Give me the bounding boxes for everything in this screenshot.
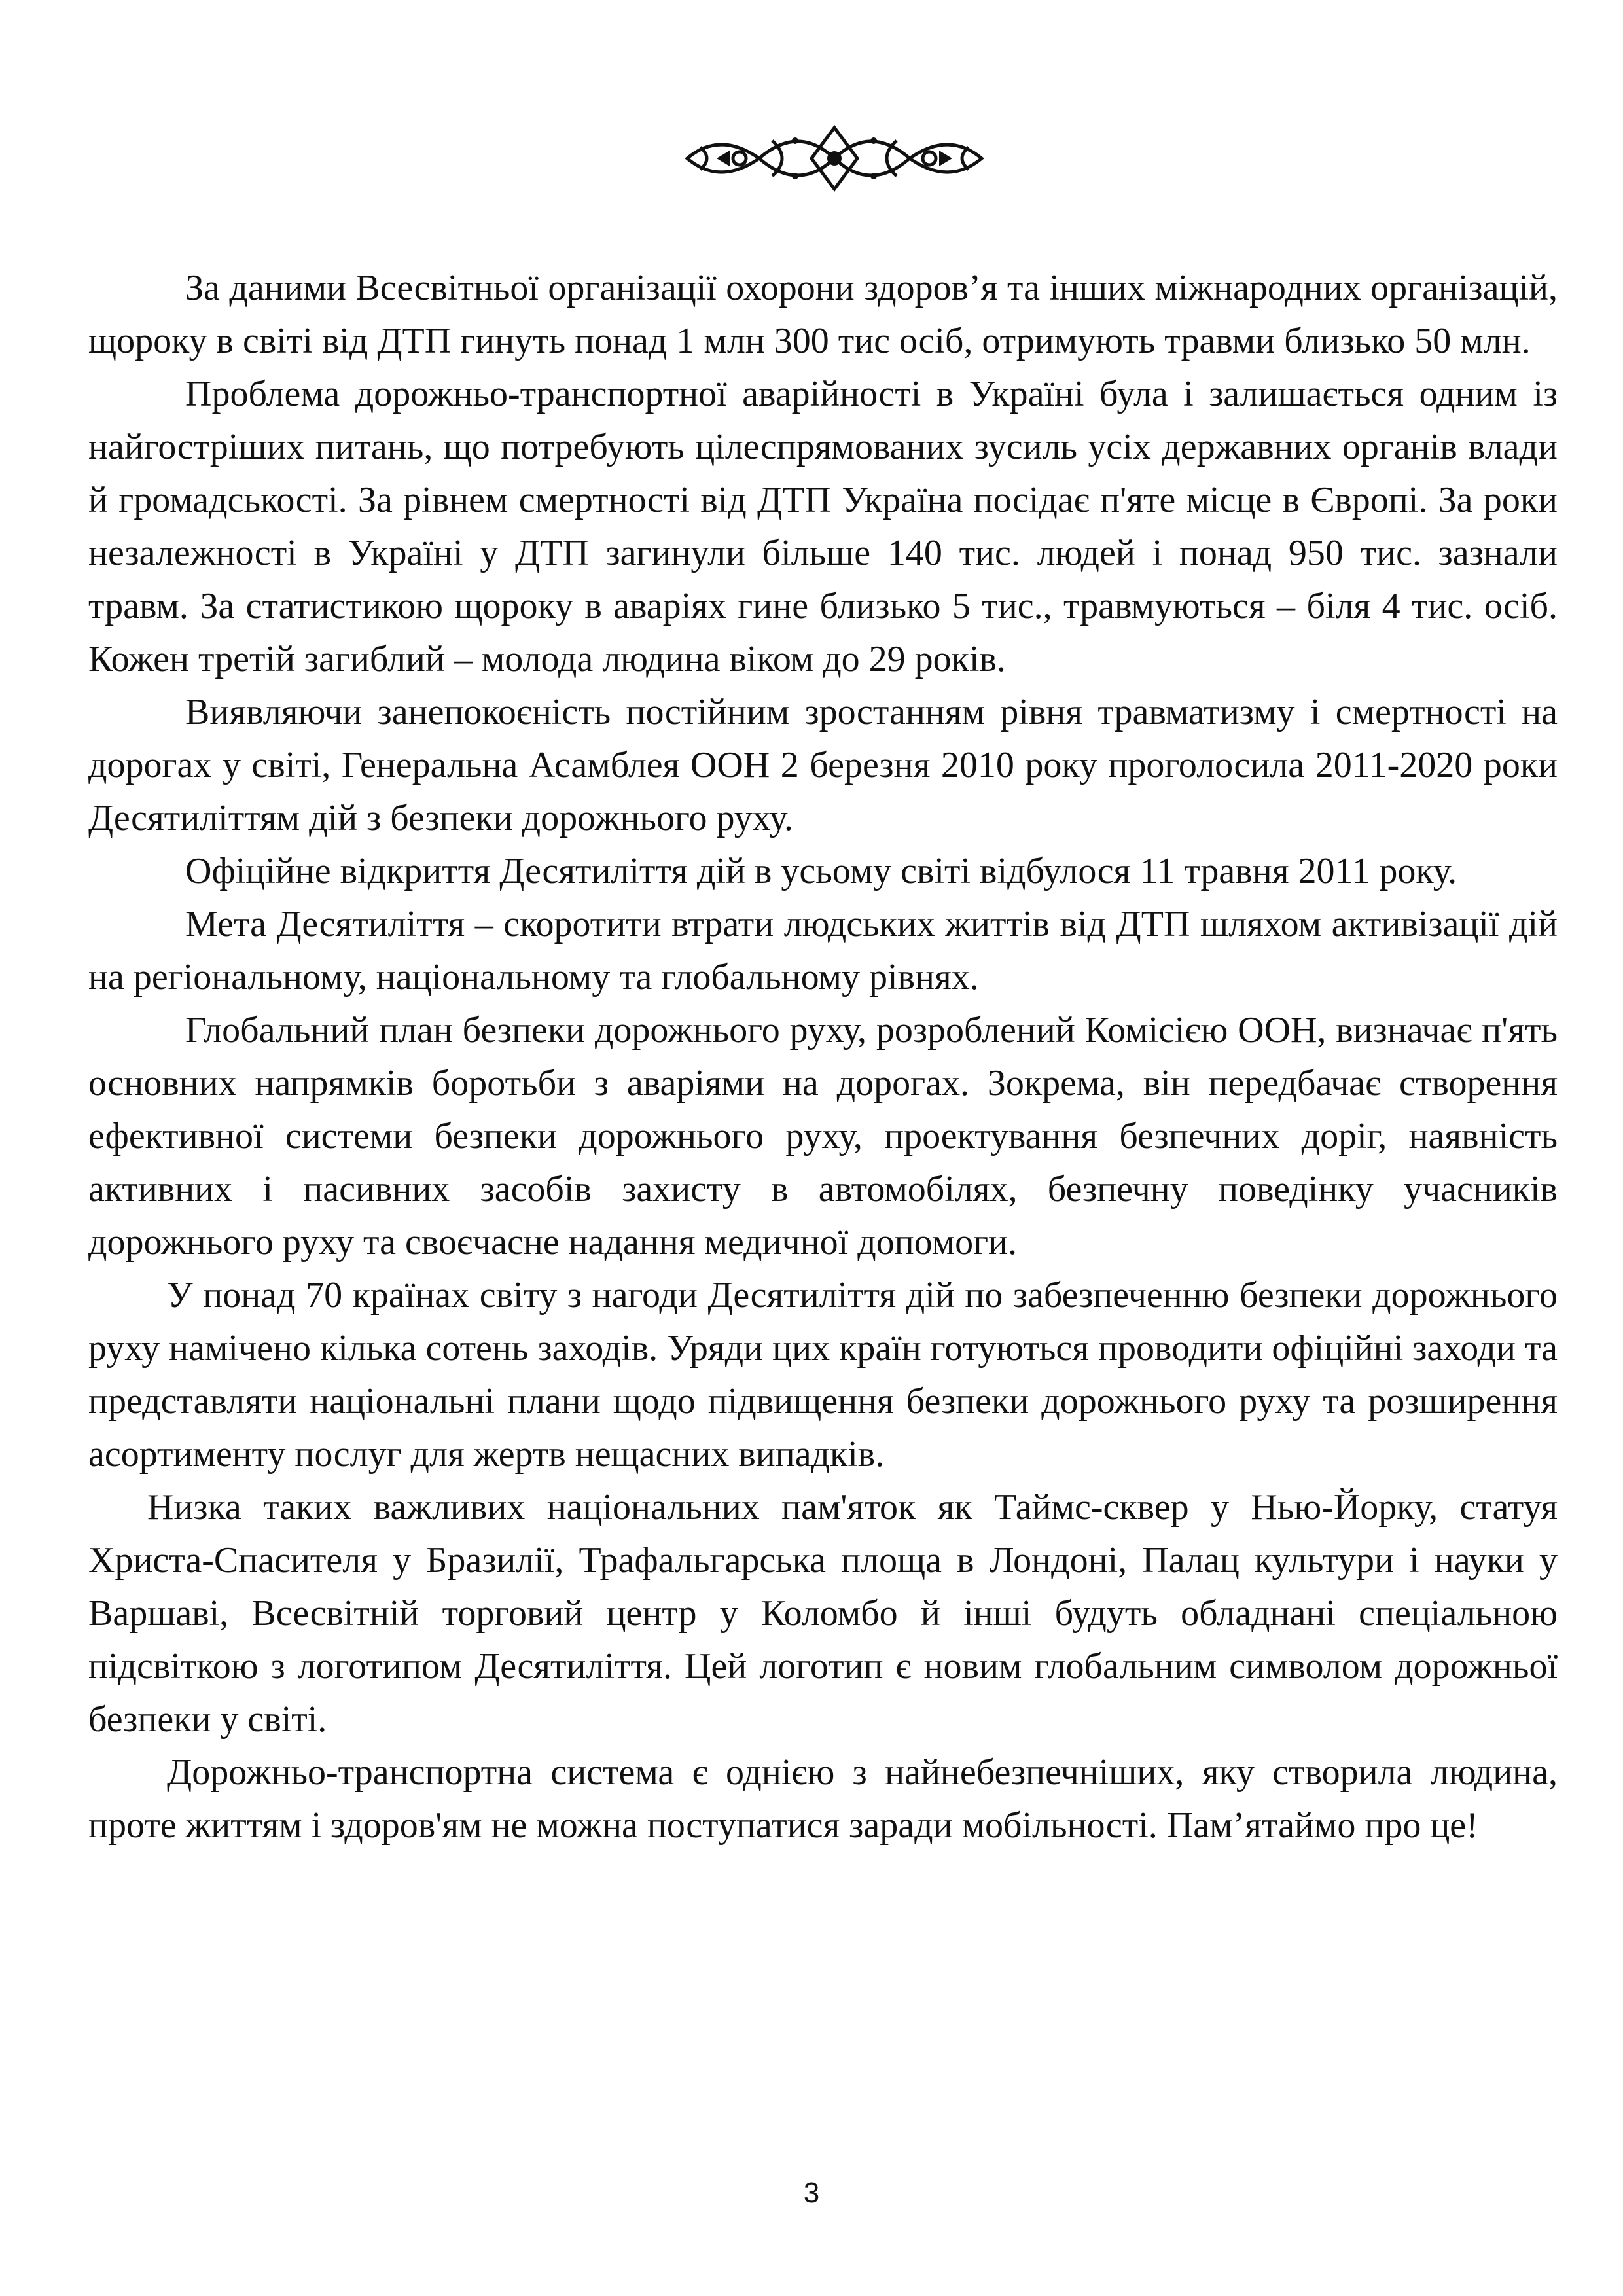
paragraph: Виявляючи занепокоєність постійним зростанням рівня травматизму і смертності на дорогах у світі, Генеральна Асамблея ООН 2 березня 2010 року проголосила 2011-2020 роки Десятиліттям дій з безпеки дорожнього руху. <box>88 692 1558 838</box>
paragraph: Глобальний план безпеки дорожнього руху, розроблений Комісією ООН, визначає п'ять основних напрямків боротьби з аваріями на дорогах. Зокрема, він передбачає створення ефективної системи безпеки дорожнього руху, проектування безпечних доріг, наявність активних і пасивних засобів захисту в автомобілях, безпечну поведінку учасників дорожнього руху та своєчасне надання медичної допомоги. <box>88 1010 1558 1263</box>
paragraph: За даними Всесвітньої організації охорони здоров’я та інших міжнародних організацій, щороку в світі від ДТП гинуть понад 1 млн 300 тис осіб, отримують травми близько 50 млн. <box>88 268 1558 361</box>
paragraph: У понад 70 країнах світу з нагоди Десятиліття дій по забезпеченню безпеки дорожнього руху намічено кілька сотень заходів. Уряди цих країн готуються проводити офіційні заходи та представляти національні плани щодо підвищення безпеки дорожнього руху та розширення асортименту послуг для жертв нещасних випадків. <box>88 1275 1558 1475</box>
body-text <box>88 262 1558 1852</box>
paragraph: Мета Десятиліття – скоротити втрати людських життів від ДТП шляхом активізації дій на регіональному, національному та глобальному рівнях. <box>88 904 1558 997</box>
paragraph: Проблема дорожньо-транспортної аварійності в Україні була і залишається одним із найгостріших питань, що потребують цілеспрямованих зусиль усіх державних органів влади й громадськості. За рівнем смертності від ДТП Україна посідає п'яте місце в Європі. За роки незалежності в Україні у ДТП загинули більше 140 тис. людей і понад 950 тис. зазнали травм. За статистикою щороку в аваріях гине близько 5 тис., травмуються – біля 4 тис. осіб. Кожен третій загиблий – молода людина віком до 29 років. <box>88 374 1558 679</box>
ornamental-flourish-icon <box>681 121 988 196</box>
paragraph: Офіційне відкриття Десятиліття дій в усьому світі відбулося 11 травня 2011 року. <box>185 851 1457 891</box>
page-number: 3 <box>803 2177 820 2209</box>
paragraph: Дорожньо-транспортна система є однією з найнебезпечніших, яку створила людина, проте життям і здоров'ям не можна поступатися заради мобільності. Пам’ятаймо про це! <box>88 1752 1558 1846</box>
paragraph: Низка таких важливих національних пам'яток як Таймс-сквер у Нью-Йорку, статуя Христа-Спасителя у Бразилії, Трафальгарська площа в Лондоні, Палац культури і науки у Варшаві, Всесвітній торговий центр у Коломбо й інші будуть обладнані спеціальною підсвіткою з логотипом Десятиліття. Цей логотип є новим глобальним символом дорожньої безпеки у світі. <box>88 1487 1558 1740</box>
